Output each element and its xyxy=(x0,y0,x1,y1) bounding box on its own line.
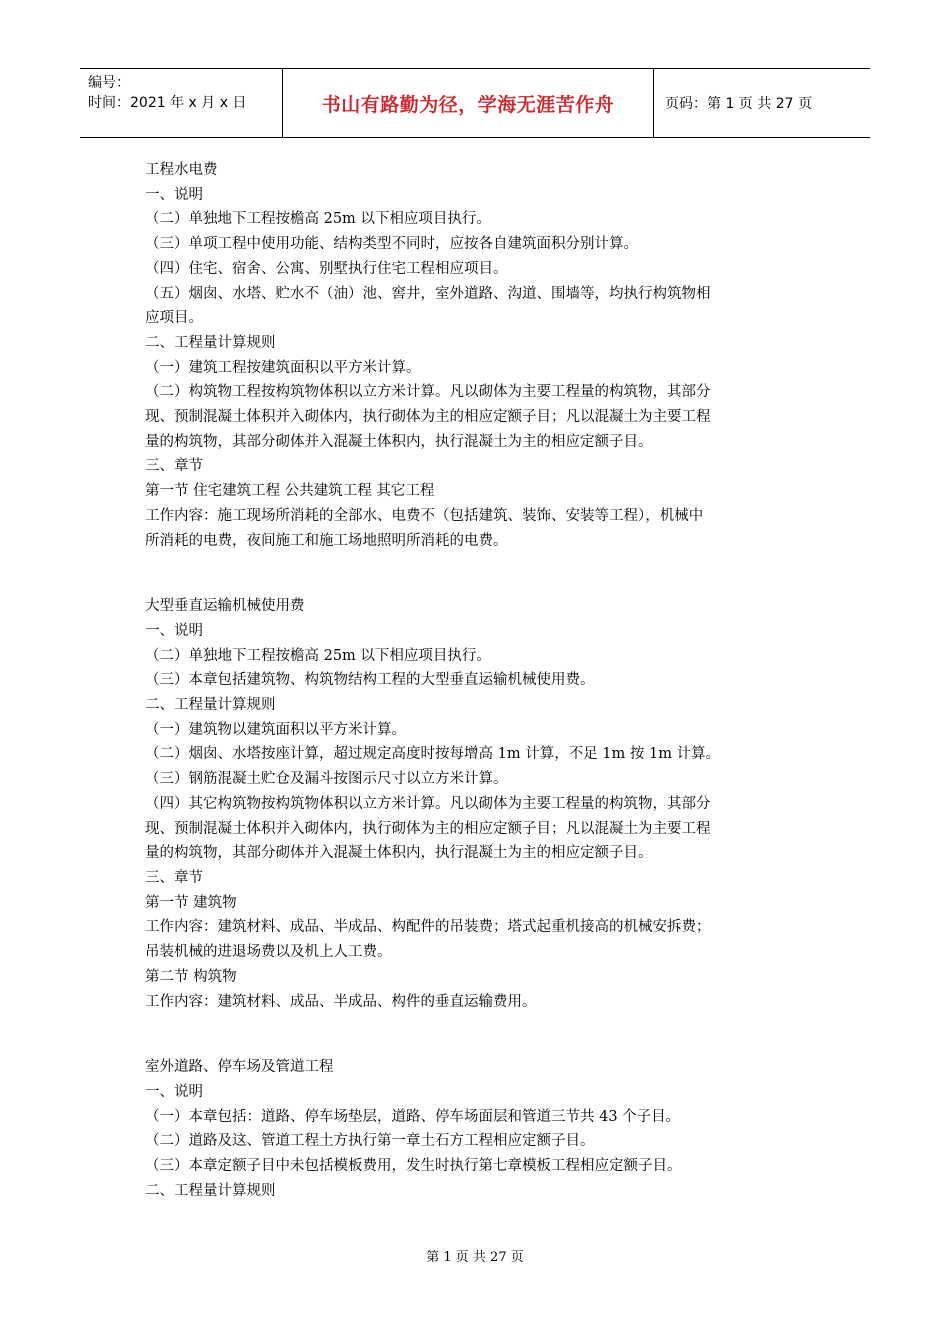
text-line: （二）单独地下工程按檐高 25m 以下相应项目执行。 xyxy=(145,211,491,228)
text-line: 二、工程量计算规则 xyxy=(145,1182,276,1199)
page-footer: 第 1 页 共 27 页 xyxy=(426,1250,524,1265)
text-line: 一、说明 xyxy=(145,1083,203,1100)
text-line: 量的构筑物，其部分砌体并入混凝土体积内，执行混凝土为主的相应定额子目。 xyxy=(145,433,653,450)
text-line: （一）建筑工程按建筑面积以平方米计算。 xyxy=(145,359,421,376)
text-line: （三）单项工程中使用功能、结构类型不同时，应按各自建筑面积分别计算。 xyxy=(145,236,638,253)
text-line: 所消耗的电费，夜间施工和施工场地照明所消耗的电费。 xyxy=(145,532,508,549)
text-line: （二）烟囱、水塔按座计算，超过规定高度时按每增高 1m 计算，不足 1m 按 1m 计算。 xyxy=(145,746,721,763)
section-title: 工程水电费 xyxy=(145,162,218,178)
header-motto-cell xyxy=(282,69,654,137)
document-body xyxy=(145,158,815,1203)
text-line: 量的构筑物，其部分砌体并入混凝土体积内，执行混凝土为主的相应定额子目。 xyxy=(145,845,653,862)
text-line: 第一节 建筑物 xyxy=(145,894,237,911)
page-info: 页码：第 1 页 共 27 页 xyxy=(665,96,812,112)
text-line: （二）构筑物工程按构筑物体积以立方米计算。凡以砌体为主要工程量的构筑物，其部分 xyxy=(145,384,711,401)
text-line: （二）道路及这、管道工程土方执行第一章土石方工程相应定额子目。 xyxy=(145,1133,595,1150)
section-spacer xyxy=(145,1014,815,1055)
header-meta xyxy=(88,73,284,113)
section-spacer xyxy=(145,553,815,594)
time-label: 时间：2021 年 x 月 x 日 xyxy=(88,95,247,111)
text-line: （二）单独地下工程按檐高 25m 以下相应项目执行。 xyxy=(145,647,491,664)
section-title: 大型垂直运输机械使用费 xyxy=(145,598,305,615)
text-line: （三）本章包括建筑物、构筑物结构工程的大型垂直运输机械使用费。 xyxy=(145,672,595,689)
text-line: 一、说明 xyxy=(145,622,203,639)
text-line: （一）本章包括：道路、停车场垫层，道路、停车场面层和管道三节共 43 个子目。 xyxy=(145,1108,681,1125)
page-header xyxy=(80,68,870,138)
document-section xyxy=(145,1055,815,1203)
text-line: （四）住宅、宿舍、公寓、别墅执行住宅工程相应项目。 xyxy=(145,260,508,277)
text-line: 工作内容：施工现场所消耗的全部水、电费不（包括建筑、装饰、安装等工程），机械中 xyxy=(145,507,704,524)
text-line: 二、工程量计算规则 xyxy=(145,334,276,351)
text-line: （五）烟囱、水塔、贮水不（油）池、窖井，室外道路、沟道、围墙等，均执行构筑物相 xyxy=(145,285,711,302)
text-line: 三、章节 xyxy=(145,869,203,886)
text-line: 三、章节 xyxy=(145,458,203,475)
document-section xyxy=(145,158,815,553)
text-line: 现、预制混凝土体积并入砌体内，执行砌体为主的相应定额子目；凡以混凝土为主要工程 xyxy=(145,409,711,426)
text-line: 吊装机械的进退场费以及机上人工费。 xyxy=(145,944,392,961)
text-line: 一、说明 xyxy=(145,186,203,203)
text-line: （三）钢筋混凝土贮仓及漏斗按图示尺寸以立方米计算。 xyxy=(145,771,508,788)
text-line: 第二节 构筑物 xyxy=(145,968,237,985)
text-line: （四）其它构筑物按构筑物体积以立方米计算。凡以砌体为主要工程量的构筑物，其部分 xyxy=(145,795,711,812)
text-line: 二、工程量计算规则 xyxy=(145,697,276,714)
text-line: 第一节 住宅建筑工程 公共建筑工程 其它工程 xyxy=(145,483,435,500)
text-line: 工作内容：建筑材料、成品、半成品、构件的垂直运输费用。 xyxy=(145,993,537,1010)
number-label: 编号： xyxy=(88,75,130,91)
text-line: （一）建筑物以建筑面积以平方米计算。 xyxy=(145,721,406,738)
text-line: 应项目。 xyxy=(145,310,203,327)
header-page-info-cell xyxy=(665,69,812,137)
document-section xyxy=(145,594,815,1014)
section-title: 室外道路、停车场及管道工程 xyxy=(145,1059,334,1076)
motto-text: 书山有路勤为径，学海无涯苦作舟 xyxy=(321,93,615,116)
text-line: 工作内容：建筑材料、成品、半成品、构配件的吊装费；塔式起重机接高的机械安拆费； xyxy=(145,919,711,936)
text-line: （三）本章定额子目中未包括模板费用，发生时执行第七章模板工程相应定额子目。 xyxy=(145,1158,682,1175)
text-line: 现、预制混凝土体积并入砌体内，执行砌体为主的相应定额子目；凡以混凝土为主要工程 xyxy=(145,820,711,837)
